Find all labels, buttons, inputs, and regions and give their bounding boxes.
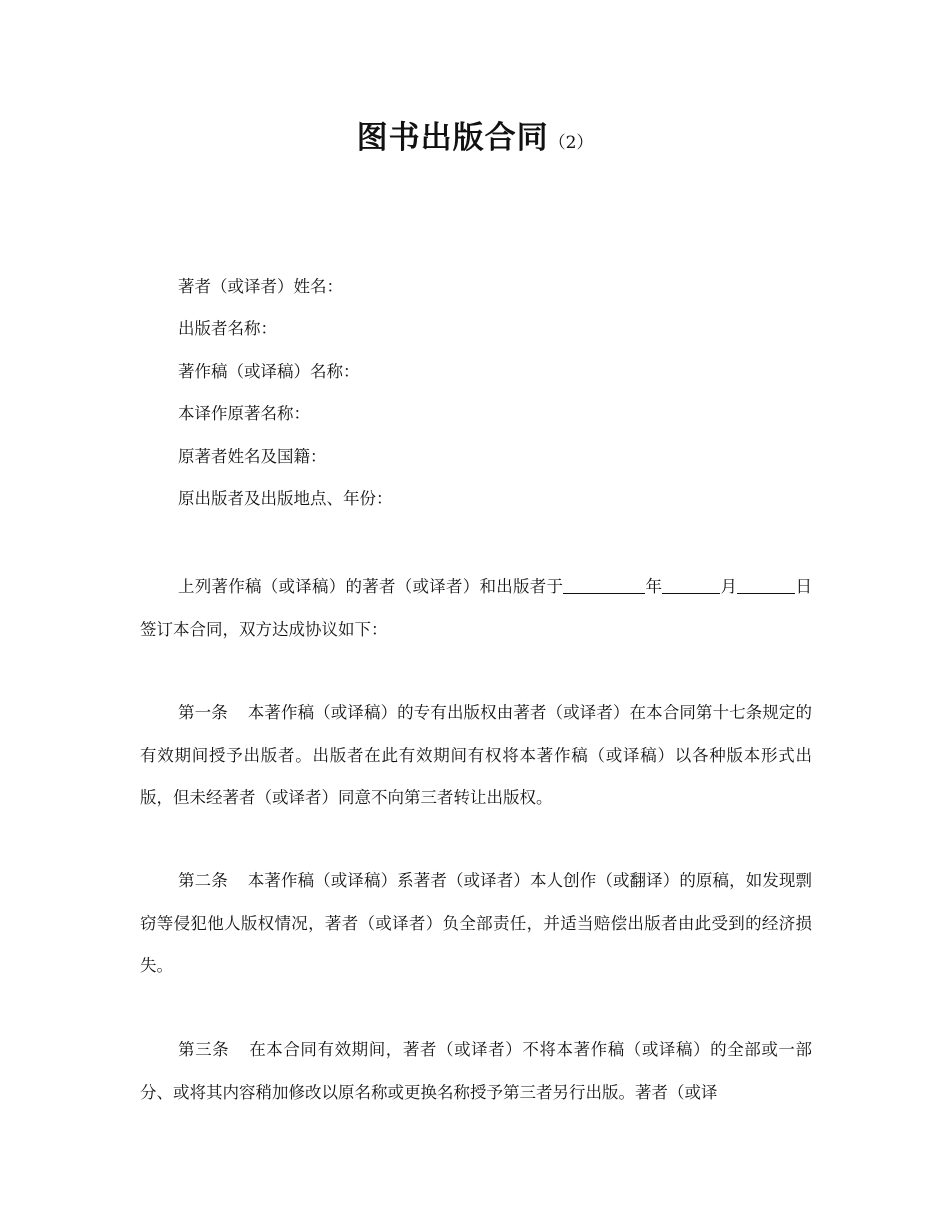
article-3-label: 第三条 bbox=[178, 1040, 230, 1059]
title-main: 图书出版合同 bbox=[356, 120, 549, 156]
article-1 bbox=[140, 692, 812, 820]
article-3-text: 在本合同有效期间，著者（或译者）不将本著作稿（或译稿）的全部或一部分、或将其内容稍加修改以原名称或更换名称授予第三者另行出版。著者（或译 bbox=[140, 1040, 813, 1102]
title-suffix: （2） bbox=[548, 133, 594, 153]
document-title bbox=[0, 112, 950, 157]
article-3 bbox=[140, 1029, 812, 1114]
intro-closing-text: 日签订本合同，双方达成协议如下： bbox=[140, 577, 812, 639]
field-original-publisher-place-year: 原出版者及出版地点、年份： bbox=[178, 488, 393, 508]
field-publisher-name: 出版者名称： bbox=[178, 319, 277, 339]
article-2-text: 本著作稿（或译稿）系著者（或译者）本人创作（或翻译）的原稿，如发现剽窃等侵犯他人版权情况，著者（或译者）负全部责任，并适当赔偿出版者由此受到的经济损失。 bbox=[140, 871, 813, 975]
intro-paragraph bbox=[140, 566, 812, 651]
year-blank bbox=[563, 577, 645, 595]
field-author-name: 著者（或译者）姓名： bbox=[178, 277, 343, 296]
article-1-label: 第一条 bbox=[178, 703, 228, 722]
article-2-label: 第二条 bbox=[178, 871, 228, 890]
field-original-work-name: 本译作原著名称： bbox=[178, 404, 310, 424]
contract-fields bbox=[178, 275, 818, 529]
field-manuscript-name: 著作稿（或译稿）名称： bbox=[178, 361, 360, 381]
field-original-author-nationality: 原著者姓名及国籍： bbox=[178, 446, 327, 466]
intro-text: 上列著作稿（或译稿）的著者（或译者）和出版者于 bbox=[178, 577, 564, 596]
month-label: 月 bbox=[720, 577, 738, 596]
month-blank bbox=[662, 577, 720, 595]
day-blank bbox=[737, 577, 795, 595]
article-1-text: 本著作稿（或译稿）的专有出版权由著者（或译者）在本合同第十七条规定的有效期间授予出版者。出版者在此有效期间有权将本著作稿（或译稿）以各种版本形式出版，但未经著者（或译者）同意不向第三者转让出版权。 bbox=[140, 703, 813, 807]
article-2 bbox=[140, 860, 812, 988]
year-label: 年 bbox=[645, 577, 663, 596]
